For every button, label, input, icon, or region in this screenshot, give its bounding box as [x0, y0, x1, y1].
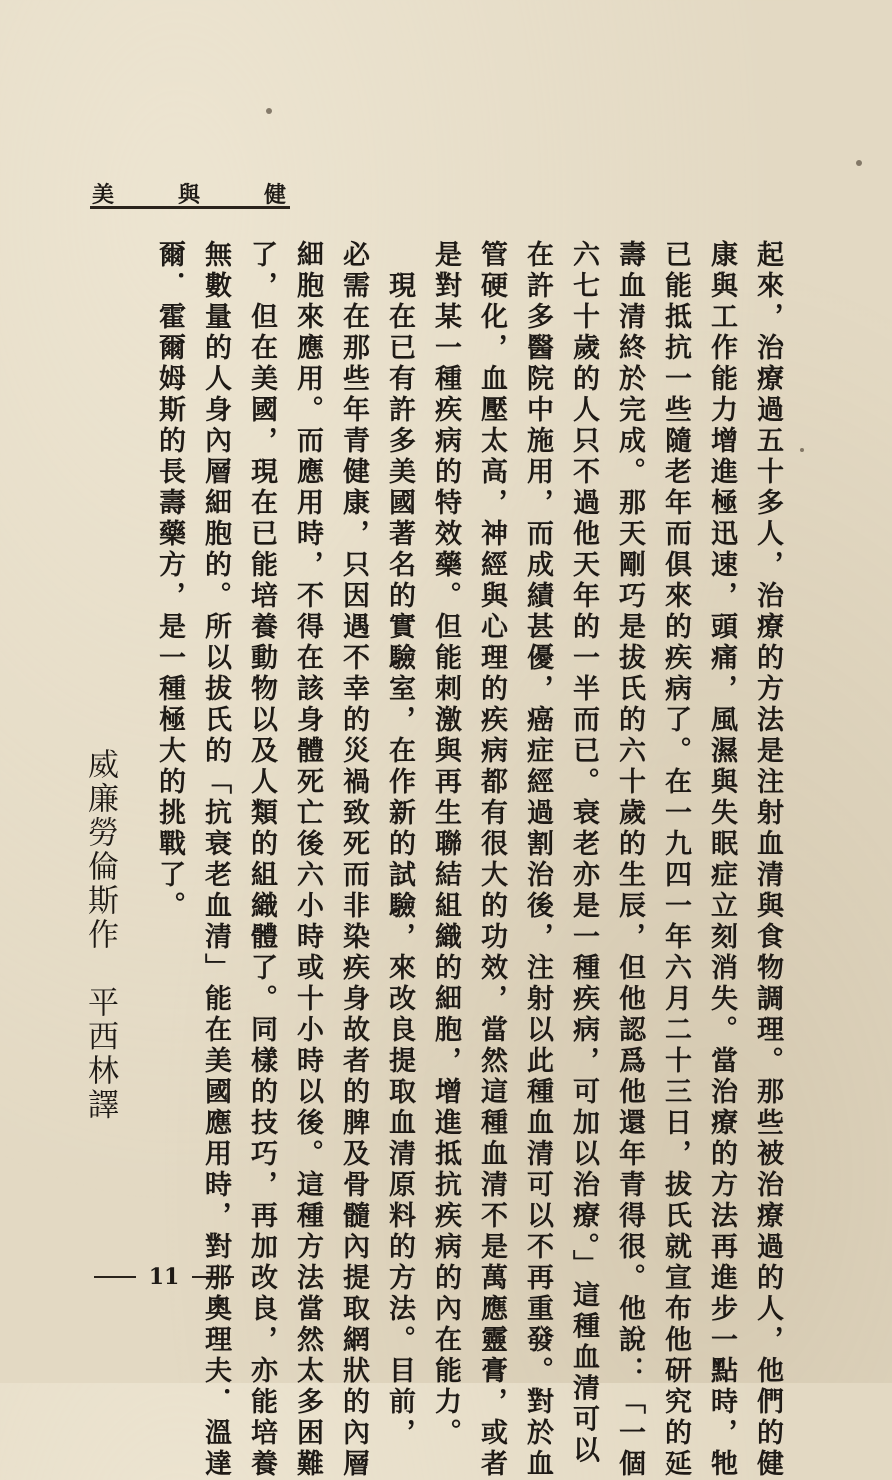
header-char: 美	[92, 182, 117, 208]
page-number	[94, 1264, 234, 1290]
text-column: 現在已有許多美國著名的實驗室，在作新的試驗，來改良提取血清原料的方法。目前，	[384, 240, 415, 1449]
text-column: 康與工作能力增進極迅速，頭痛，風濕與失眠症立刻消失。當治療的方法再進步一點時，牠	[706, 240, 737, 1480]
running-header	[92, 178, 288, 209]
page-number-text: 11	[148, 1264, 180, 1290]
header-rule	[90, 206, 290, 209]
text-column: 是對某一種疾病的特效藥。但能刺激與再生聯結組織的細胞，增進抵抗疾病的內在能力。	[430, 240, 461, 1449]
text-column: 了，但在美國，現在已能培養動物以及人類的組織體了。同樣的技巧，再加改良，亦能培養	[246, 240, 277, 1480]
paper-speck	[856, 160, 862, 166]
header-char: 與	[177, 182, 202, 208]
text-column: 已能抵抗一些隨老年而俱來的疾病了。在一九四一年六月二十三日，拔氏就宣布他研究的延	[660, 240, 691, 1480]
text-column: 無數量的人身內層細胞的。所以拔氏的「抗衰老血清」能在美國應用時，對那奧理夫．溫達	[200, 240, 231, 1480]
text-column: 六七十歲的人只不過他天年的一半而已。衰老亦是一種疾病，可加以治療。」這種血清可以	[568, 240, 599, 1467]
text-column: 細胞來應用。而應用時，不得在該身體死亡後六小時或十小時以後。這種方法當然太多困難	[292, 240, 323, 1480]
text-column: 管硬化，血壓太高，神經與心理的疾病都有很大的功效，當然這種血清不是萬應靈膏，或者	[476, 240, 507, 1480]
header-char: 健	[263, 182, 288, 208]
paper-speck	[266, 108, 272, 114]
text-column: 必需在那些年青健康，只因遇不幸的災禍致死而非染疾身故者的脾及骨髓內提取網狀的內層	[338, 240, 369, 1480]
text-column: 爾．霍爾姆斯的長壽藥方，是一種極大的挑戰了。	[154, 240, 185, 922]
author-translator-credit: 威廉勞倫斯作 平西林譯	[82, 748, 118, 1122]
paper-speck	[800, 448, 804, 452]
dash-right	[192, 1276, 234, 1278]
dash-left	[94, 1276, 136, 1278]
text-column: 壽血清終於完成。那天剛巧是拔氏的六十歲的生辰，但他認爲他還年青得很。他說：「一個	[614, 240, 645, 1480]
text-column: 在許多醫院中施用，而成績甚優，癌症經過割治後，注射以此種血清可以不再重發。對於血	[522, 240, 553, 1480]
text-column: 起來，治療過五十多人，治療的方法是注射血清與食物調理。那些被治療過的人，他們的健	[752, 240, 783, 1480]
